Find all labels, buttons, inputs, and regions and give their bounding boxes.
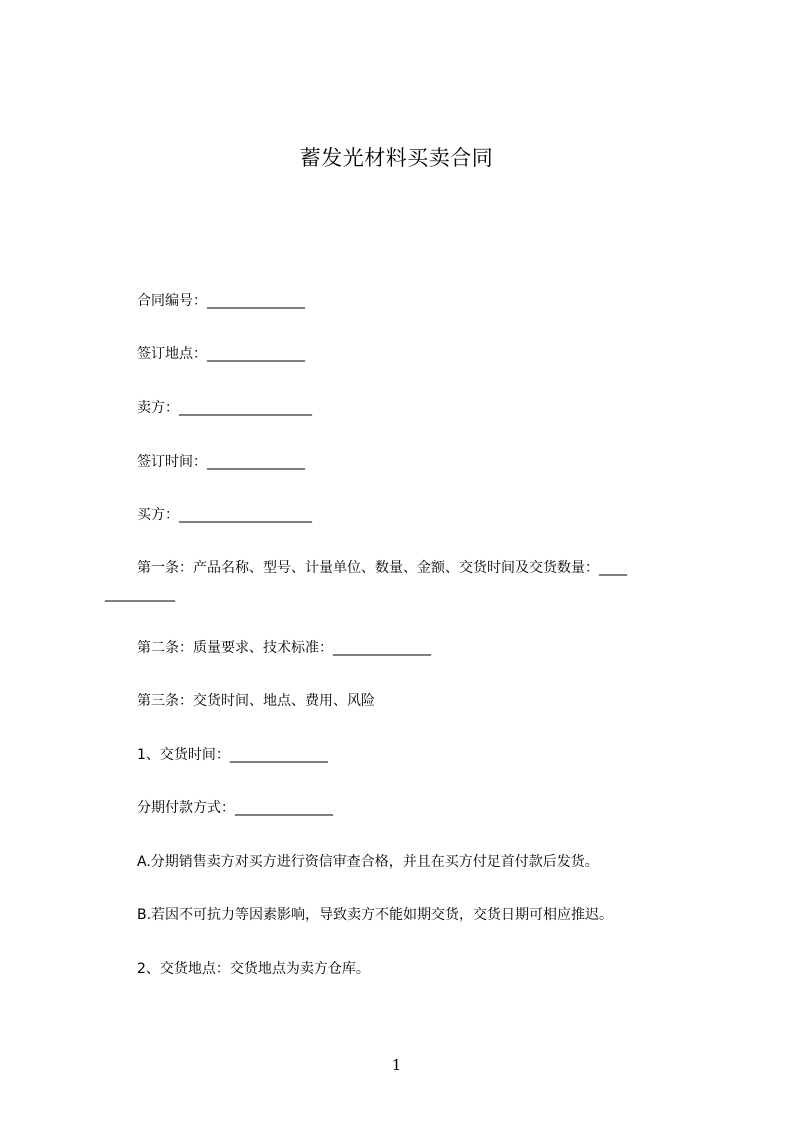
article-1-continuation: __________ [105,586,175,602]
document-title: 蓄发光材料买卖合同 [299,146,494,170]
article-2-line: 第二条：质量要求、技术标准：______________ [137,640,431,656]
article-1-line: 第一条：产品名称、型号、计量单位、数量、金额、交货时间及交货数量：____ [137,560,627,576]
signing-time-line: 签订时间：______________ [137,454,305,470]
seller-line: 卖方：___________________ [137,400,312,416]
clause-a-line: A.分期销售卖方对买方进行资信审查合格，并且在买方付足首付款后发货。 [137,854,599,870]
delivery-place-line: 2、交货地点：交货地点为卖方仓库。 [137,961,370,977]
installment-method-line: 分期付款方式：______________ [137,800,333,816]
contract-number-line: 合同编号：______________ [137,293,305,309]
signing-place-line: 签订地点：______________ [137,346,305,362]
clause-b-line: B.若因不可抗力等因素影响，导致卖方不能如期交货，交货日期可相应推迟。 [137,907,614,923]
buyer-line: 买方：___________________ [137,507,312,523]
page-number: 1 [391,1056,402,1074]
article-3-heading: 第三条：交货时间、地点、费用、风险 [137,693,375,709]
delivery-time-line: 1、交货时间：______________ [137,747,328,763]
